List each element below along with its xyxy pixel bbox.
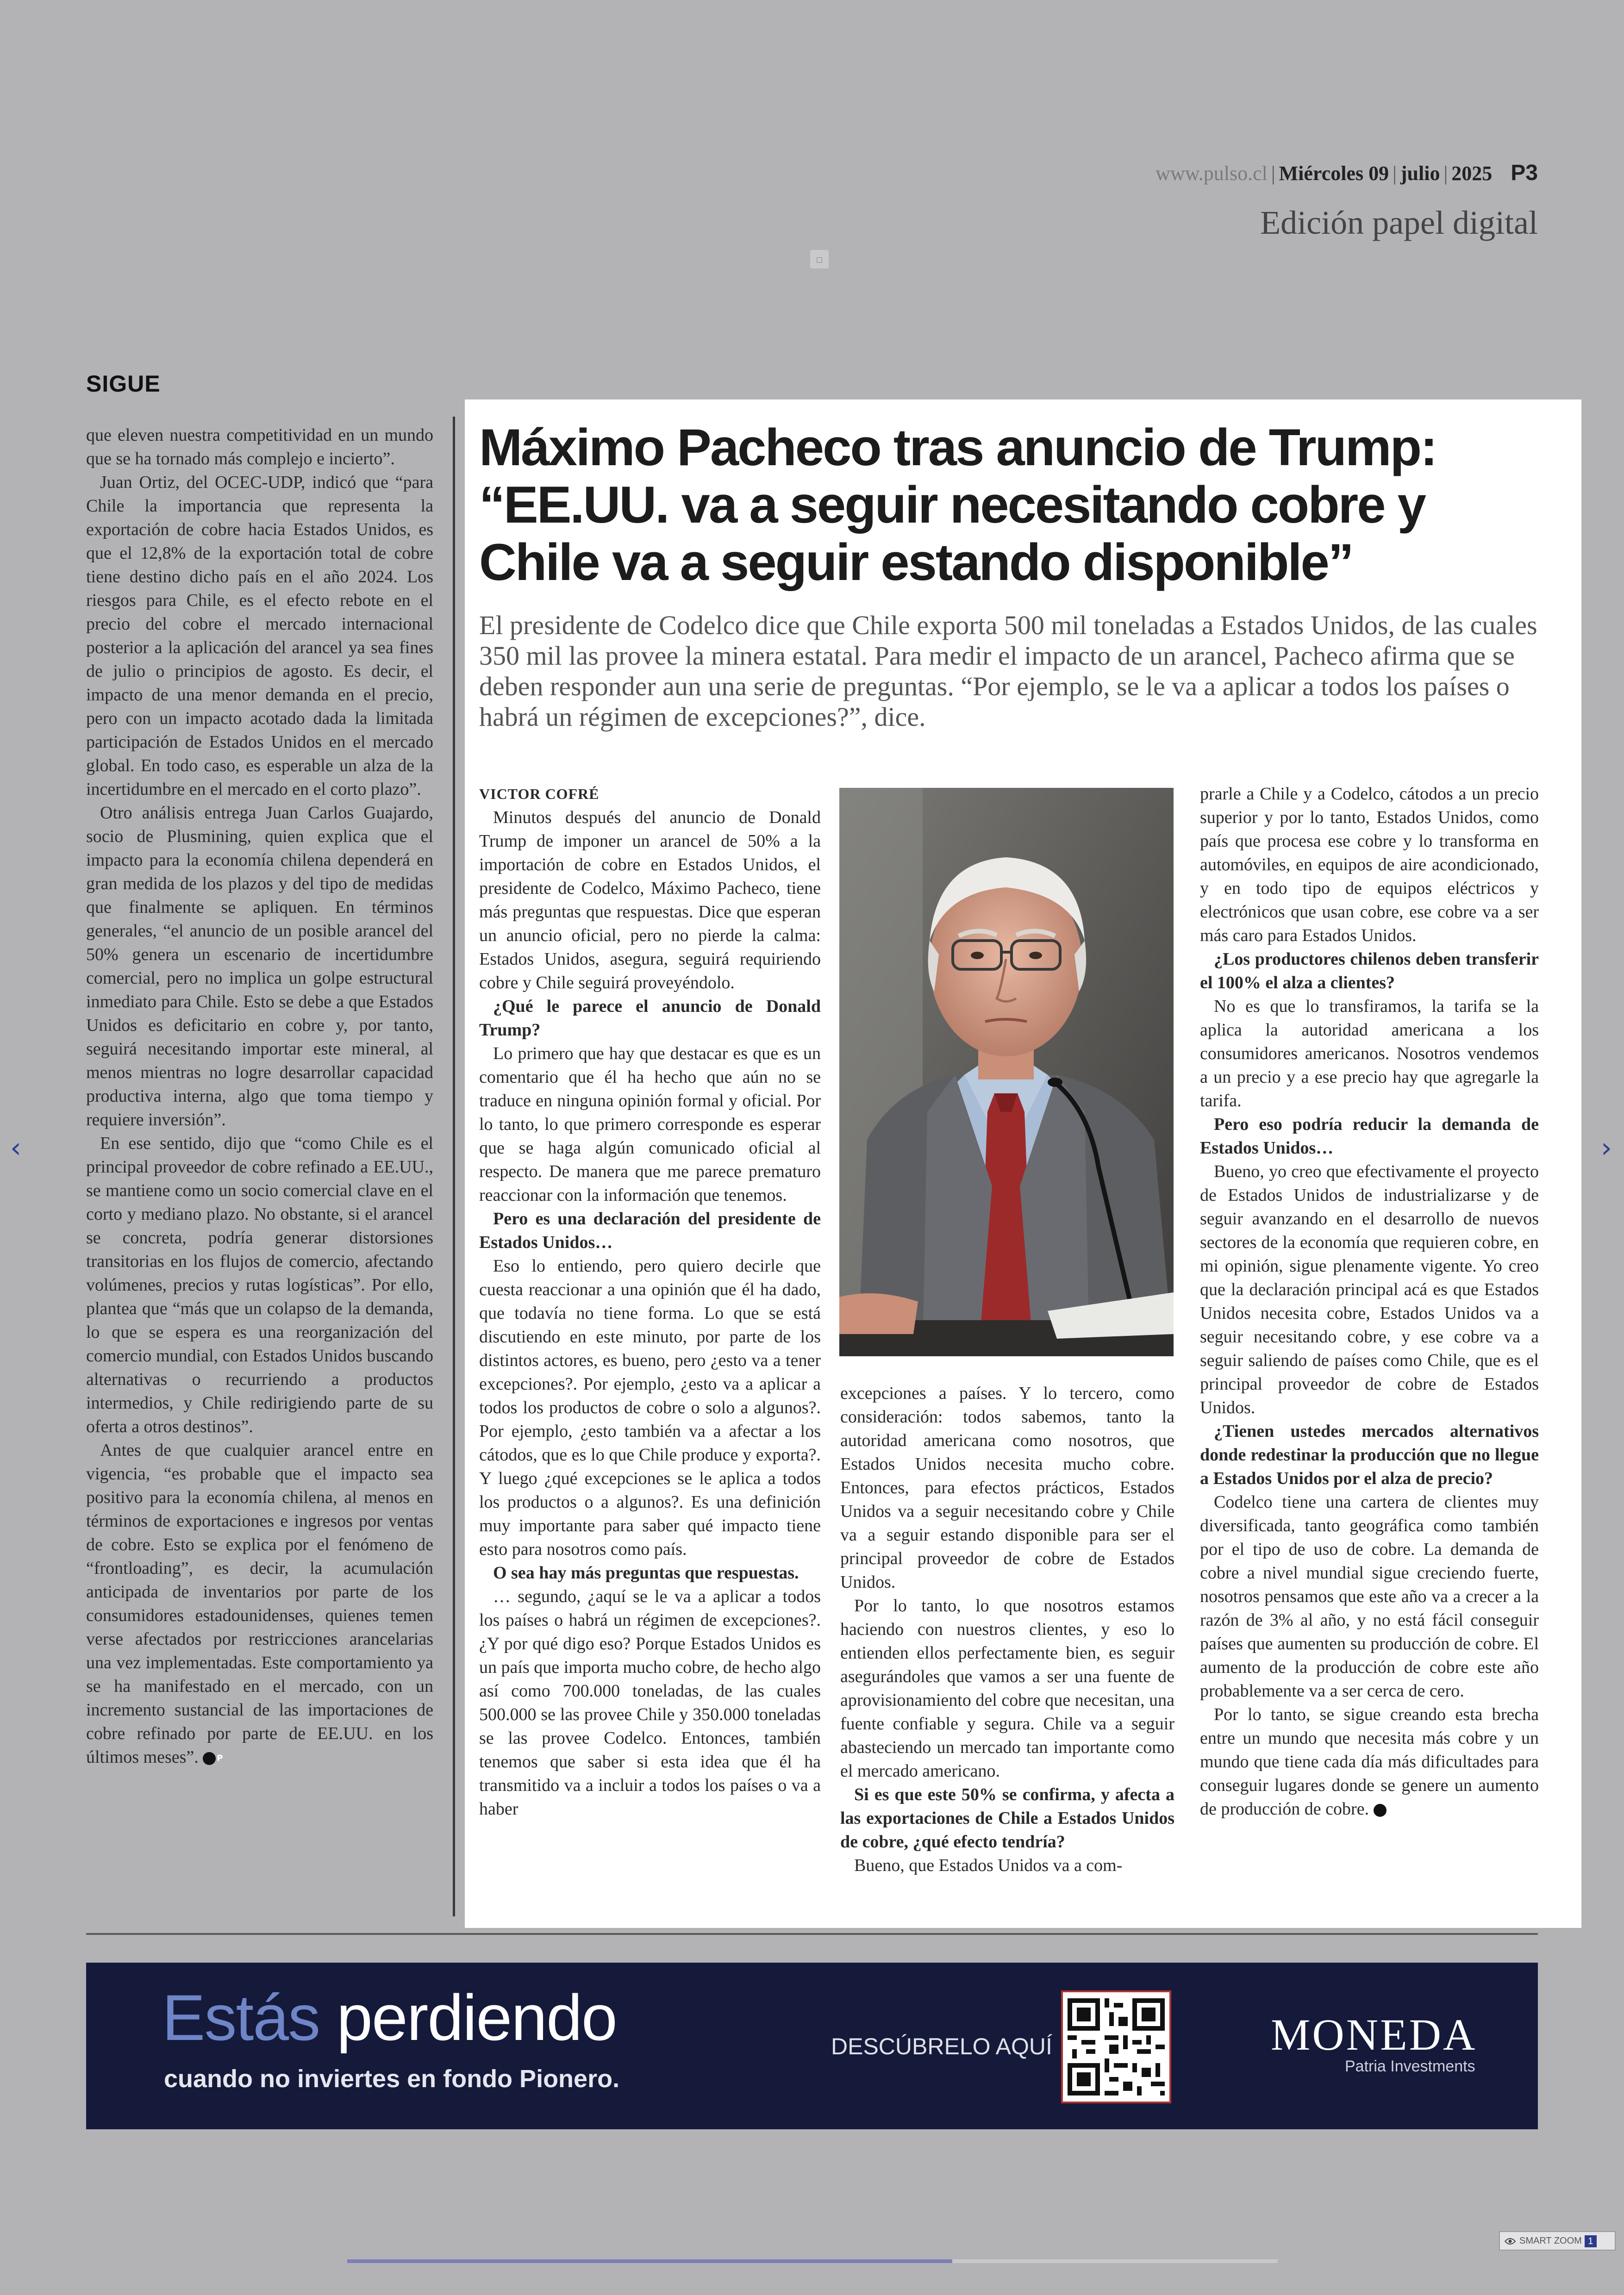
header-day: Miércoles 09 [1279,162,1389,185]
interview-question: ¿Qué le parece el anuncio de Donald Trump? [479,997,821,1040]
interview-question: Pero eso podría reducir la demanda de Estados Unidos… [1200,1115,1539,1158]
article-headline [479,419,1544,591]
interview-question: O sea hay más preguntas que respuestas. [493,1563,799,1583]
site-url[interactable]: www.pulso.cl [1156,162,1268,185]
article-end-icon: P [203,1752,216,1765]
horizontal-rule [86,1933,1538,1935]
headline-line: “EE.UU. va a seguir necesitando cobre y [479,476,1425,534]
smart-zoom-label: SMART ZOOM [1519,2236,1582,2246]
interview-question: Si es que este 50% se confirma, y afecta a las exportaciones de Chile a Estados Unidos de cobre, ¿qué efecto tendría? [840,1785,1174,1852]
zoom-level-badge: 1 [1585,2235,1597,2247]
small-marker-icon: ▫ [810,250,829,268]
left-continuation-column [86,424,433,1769]
ad-headline-accent: Estás [162,1981,320,2054]
article-standfirst: El presidente de Codelco dice que Chile exporta 500 mil toneladas a Estados Unidos, de las cuales 350 mil las provee la minera estatal. Para medir el impacto de un arancel, Pacheco afirma que se deben responder aun una serie de preguntas. “Por ejemplo, se le va a aplicar a todos los países o habrá un régimen de excepciones?”, dice. [479,610,1537,732]
ad-brand-logo: MONEDA [1271,2010,1477,2059]
ad-brand-sub: Patria Investments [1345,2058,1475,2075]
interview-question: ¿Los productores chilenos deben transferir el 100% el alza a clientes? [1200,949,1539,992]
header-month: julio [1400,162,1440,185]
qr-code-graphic [1063,1992,1169,2102]
paragraph: En ese sentido, dijo que “como Chile es el principal proveedor de cobre refinado a EE.UU., se mantiene como un socio comercial clave en el corto y mediano plazo. No obstante, si el arancel se concreta, podría generar distorsiones transitorias en los flujos de comercio, afectando volúmenes, precios y rutas logísticas”. Por ello, plantea que “más que un colapso de la demanda, lo que se espera es una reorganización del comercio mundial, con Estados Unidos buscando alternativas o recurriendo a productos intermedios, y Chile redirigiendo parte de su oferta a otros destinos”. [86,1134,433,1436]
page-header-line: www.pulso.cl | Miércoles 09 | julio | 2025 P3 [1156,161,1538,185]
headline-line: Chile va a seguir estando disponible” [479,533,1353,591]
article-end-icon: P [1374,1804,1387,1817]
article-column-1 [479,782,821,1821]
byline: VICTOR COFRÉ [479,786,600,802]
eye-icon [1505,2238,1516,2245]
paragraph: que eleven nuestra competitividad en un mundo que se ha tornado más complejo e incierto”. [86,425,433,468]
paragraph: Minutos después del anuncio de Donald Trump de imponer un arancel de 50% a la importación de cobre en Estados Unidos, el presidente de Codelco, Máximo Pacheco, tiene más preguntas que respuestas. Dice que esperan un anuncio oficial, pero no pierde la calma: Estados Unidos, asegura, seguirá requiriendo cobre y Chile seguirá proveyéndolo. [479,808,821,992]
qr-code-icon[interactable] [1061,1990,1171,2103]
ad-headline [162,1980,617,2055]
paragraph: Bueno, yo creo que efectivamente el proyecto de Estados Unidos de industrializarse y de seguir avanzando en el desarrollo de nuevos sectores de la economía que requieren cobre, en mi opinión, sigue plenamente vigente. Yo creo que la declaración principal acá es que Estados Unidos necesita cobre, Estados Unidos va a seguir necesitando cobre, y ese cobre va a seguir saliendo de países como Chile, que es el principal proveedor de cobre de Estados Unidos. [1200,1162,1539,1417]
ad-subline: cuando no inviertes en fondo Pionero. [164,2065,620,2093]
paragraph [86,1439,433,1769]
smart-zoom-button[interactable] [1499,2231,1616,2251]
header-year: 2025 [1451,162,1493,185]
article-column-3 [1200,782,1539,1821]
interview-question: Pero es una declaración del presidente de Estados Unidos… [479,1209,821,1252]
paragraph: Bueno, que Estados Unidos va a com- [854,1856,1123,1875]
interview-question: ¿Tienen ustedes mercados alternativos donde redestinar la producción que no llegue a Estados Unidos por el alza de precio? [1200,1422,1539,1488]
page-number: P3 [1511,161,1538,185]
photo-illustration [839,788,1174,1356]
ad-cta[interactable]: DESCÚBRELO AQUÍ [831,2033,1052,2059]
article-column-2 [840,1382,1174,1877]
paragraph: Juan Ortiz, del OCEC-UDP, indicó que “para Chile la importancia que representa la exportación de cobre hacia Estados Unidos, es que el 12,8% de la exportación total de cobre tiene destino dicho país en el año 2024. Los riesgos para Chile, es el efecto rebote en el precio del cobre el mercado internacional posterior a la aplicación del arancel ya sea fines de julio o principios de agosto. Es decir, el impacto de una menor demanda en el precio, pero con un impacto acotado dada la limitada participación de Estados Unidos en el mercado global. En todo caso, es esperable un alza de la incertidumbre en el mercado en el corto plazo”. [86,473,433,799]
paragraph: Por lo tanto, se sigue creando esta brecha entre un mundo que necesita más cobre y un mundo que tiene cada día más dificultades para conseguir lugares donde se genere un aumento de producción de cobre. P [1200,1705,1539,1819]
paragraph: prarle a Chile y a Codelco, cátodos a un precio superior y por lo tanto, Estados Unidos, como país que procesa ese cobre y lo transforma en automóviles, en equipos de aire acondicionado, y en todo tipo de equipos eléctricos y electrónicos que usan cobre, ese cobre va a ser más caro para Estados Unidos. [1200,784,1539,945]
portrait-photo [839,788,1174,1356]
paragraph: No es que lo transfiramos, la tarifa se la aplica la autoridad americana a los consumidores americanos. Nosotros vendemos a un precio y a ese precio hay que agregarle la tarifa. [1200,997,1539,1110]
chevron-left-icon[interactable]: ‹ [10,1132,21,1164]
paragraph: Lo primero que hay que destacar es que es un comentario que él ha hecho que aún no se traduce en ninguna opinión formal y oficial. Por lo tanto, lo que primero corresponde es esperar que se haga algún comunicado oficial al respecto. De manera que me parece prematuro reaccionar con la información que tenemos. [479,1044,821,1205]
paragraph: Eso lo entiendo, pero quiero decirle que cuesta reaccionar a una opinión que él ha dado, que todavía no tiene forma. Lo que se está discutiendo en este minuto, por parte de los distintos actores, es bueno, pero ¿esto va a tener excepciones?. Por ejemplo, ¿esto va a aplicar a todos los productos de cobre o solo a algunos?. Por ejemplo, ¿esto también va a afectar a los cátodos, que es lo que Chile produce y exporta?. Y luego ¿qué excepciones se le aplica a todos los productos o a algunos?. Es una definición muy importante para saber qué impacto tiene esto para nosotros como país. [479,1256,821,1559]
paragraph-text: Antes de que cualquier arancel entre en vigencia, “es probable que el impacto sea positivo para la economía chilena, al menos en términos de exportaciones e ingresos por ventas de cobre. Esto se explica por el fenómeno de “frontloading”, es decir, la acumulación anticipada de inventarios por parte de los consumidores estadounidenses, quienes temen verse afectados por restricciones arancelarias una vez implementadas. Este comportamiento ya se ha manifestado en el mercado, con un incremento sustancial de las importaciones de cobre refinado por parte de EE.UU. en los últimos meses”. [86,1441,433,1767]
paragraph: Por lo tanto, lo que nosotros estamos haciendo con nuestros clientes, y eso lo entienden ellos perfectamente bien, es seguir asegurándoles que vamos a ser una fuente de aprovisionamiento del cobre que necesitan, una fuente confiable y segura. Chile va a seguir abasteciendo un mercado tan importante como el mercado americano. [840,1596,1174,1781]
paragraph: Codelco tiene una cartera de clientes muy diversificada, tanto geográfica como también por el tipo de uso de cobre. La demanda de cobre a nivel mundial sigue creciendo fuerte, nosotros pensamos que este año va a crecer a la razón de 3% al año, y no está fácil conseguir países que aumenten su producción de cobre. El aumento de la producción de cobre este año probablemente va a ser cerca de cero. [1200,1492,1539,1701]
paragraph: Otro análisis entrega Juan Carlos Guajardo, socio de Plusmining, quien explica que el impacto para la economía chilena dependerá en gran medida de los plazos y del tipo de medidas que finalmente se apliquen. En términos generales, “el anuncio de un posible arancel del 50% genera un escenario de incertidumbre comercial, pero no implica un golpe estructural inmediato para Chile. Esto se debe a que Estados Unidos es deficitario en cobre y, por tanto, seguirá necesitando importar este mineral, al menos mientras no logre desarrollar capacidad productiva interna, algo que toma tiempo y requiere inversión”. [86,803,433,1129]
paragraph: … segundo, ¿aquí se le va a aplicar a todos los países o habrá un régimen de excepciones?. ¿Y por qué digo eso? Porque Estados Unidos es un país que importa mucho cobre, de hecho algo así como 700.000 toneladas, de las cuales 500.000 se las provee Chile y 350.000 toneladas se las provee Codelco. Entonces, también tenemos que saber si esta idea que él ha transmitido va a incluir a todos los países o va a haber [479,1587,821,1819]
chevron-right-icon[interactable]: › [1601,1132,1612,1164]
edition-label: Edición papel digital [1260,204,1538,241]
column-divider [453,417,455,1916]
paragraph: excepciones a países. Y lo tercero, como consideración: todos sabemos, tanto la autoridad americana como nosotros, que Estados Unidos necesita mucho cobre. Entonces, para efectos prácticos, Estados Unidos va a seguir necesitando cobre y Chile va a seguir estando disponible para ser el principal proveedor de cobre de Estados Unidos. [840,1384,1174,1592]
ad-headline-rest: perdiendo [319,1981,617,2054]
scroll-progress-fill [347,2259,952,2263]
section-label: SIGUE [86,371,161,397]
headline-line: Máximo Pacheco tras anuncio de Trump: [479,418,1437,476]
